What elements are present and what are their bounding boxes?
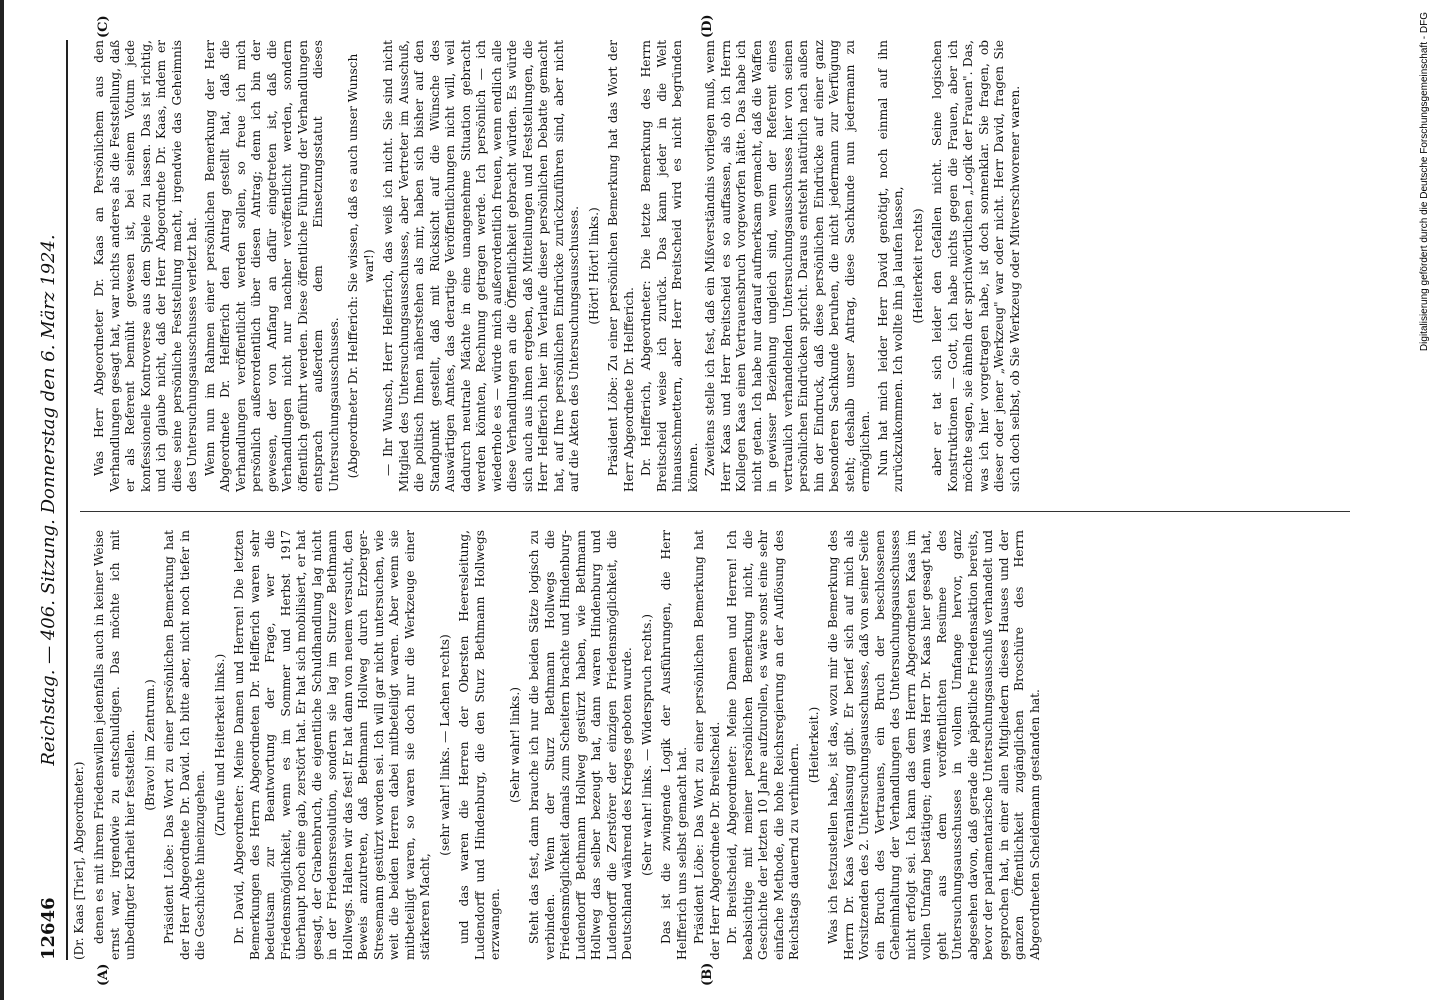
right-interjection: (Hört! Hört! links.) <box>586 207 601 325</box>
right-paragraph: aber er tat sich leider den Gefallen nicht. Seine logischen Konstruktionen — Gott, ich habe nichts gegen die Frauen, aber ich möchte sagen, sie ähneln der sprichwörtlichen „Logik der Frauen". Das, was ich hier vorgetragen habe, ist doch sonnenklar. Sie fragen, ob dieser oder jener „Werkzeug" war oder nicht. Herr David, fragen Sie sich doch selbst, ob Sie Werkzeug oder Mitverschworener waren. <box>930 40 1022 492</box>
margin-mark-d: (D) <box>700 14 715 38</box>
left-interjection: (sehr wahr! links. — Lachen rechts) <box>437 634 452 856</box>
margin-mark-c: (C) <box>96 15 111 38</box>
left-paragraph: denen es mit ihrem Friedenswillen jedenfalls auch in keiner Weise ernst war, irgendwie zu entschuldigen. Das möchte ich mit unbedingter Klarheit hier feststellen. <box>92 530 137 960</box>
left-paragraph: Präsident Löbe: Das Wort zu einer persönlichen Bemerkung hat der Herr Abgeordnete Dr. Breitscheid. <box>692 530 722 960</box>
funding-note-text: Digitalisierung gefördert durch die Deutsche Forschungsgemeinschaft - DFG <box>1419 12 1430 352</box>
running-head: Reichstag. — 406. Sitzung. Donnerstag den 6. März 1924. <box>38 234 59 766</box>
funding-note <box>1418 12 1432 982</box>
page-header <box>36 40 68 960</box>
right-paragraph: Nun hat mich leider Herr David genötigt, noch einmal auf ihn zurückzukommen. Ich wollte ihn ja laufen lassen, <box>875 40 905 492</box>
left-paragraph: Dr. David, Abgeordneter: Meine Damen und Herren! Die letzten Bemerkungen des Herrn Abgeordneten Dr. Helfferich waren sehr bedeutsam zur Beantwortung der Frage, wer die Friedensmöglichkeit, wenn es im Sommer und Herbst 1917 überhaupt noch eine gab, zerstört hat. Er hat sich mobilisiert, er hat gesagt, der Grabenbruch, die eigentliche Schuldhandlung lag nicht in der Friedensresolution, sondern sie lag im Sturze Bethmann Hollwegs. Halten wir das fest! Er hat dann von neuem versucht, den Beweis anzutreten, daß Bethmann Hollweg durch Erzberger-Stresemann gestürzt worden sei. Ich will gar nicht untersuchen, wie weit die beiden Herren dabei mitbeteiligt waren. Aber wenn sie mitbeteiligt waren, so waren sie doch nur die Werkzeuge einer stärkeren Macht, <box>232 530 432 960</box>
left-paragraph: Das ist die zwingende Logik der Ausführungen, die Herr Helfferich uns selbst gemacht hat. <box>659 530 689 960</box>
left-interjection: (Sehr wahr! links. — Widerspruch rechts.) <box>639 614 654 876</box>
right-paragraph: — Ihr Wunsch, Herr Helfferich, das weiß ich nicht. Sie sind nicht Mitglied des Untersuchungsausschusses, aber Vertreter im Ausschuß, die politisch Ihnen näherstehen als mir, haben sich bisher auf den Standpunkt gestellt, daß mit Rücksicht auf die Wünsche des Auswärtigen Amtes, das derartige Veröffentlichungen nicht will, weil dadurch neutrale Mächte in eine unangenehme Situation gebracht werden könnten, Rechnung getragen werde. Ich persönlich — ich wiederhole es — würde mich außerordentlich freuen, wenn endlich alle diese Verhandlungen an die Öffentlichkeit gebracht würden. Es würde sich auch aus ihnen ergeben, daß Mitteilungen und Feststellungen, die Herr Helfferich hier im Verlaufe dieser persönlichen Debatte gemacht hat, auf Ihre persönlichen Eindrücke zurückzuführen sind, aber nicht auf die Akten des Untersuchungsausschusses. <box>381 40 581 492</box>
right-column <box>92 40 1342 492</box>
right-paragraph: Dr. Helfferich, Abgeordneter: Die letzte Bemerkung des Herrn Breitscheid weise ich zurück. Das kann jeder in die Welt hinausschmettern, aber Herr Breitscheid wird es nicht begründen können. <box>639 40 700 492</box>
column-divider <box>80 511 1350 512</box>
right-paragraph: Was Herr Abgeordneter Dr. Kaas an Persönlichem aus den Verhandlungen gesagt hat, war nichts anderes als die Feststellung, daß er als Referent bemüht gewesen ist, bei seinem Votum jede konfessionelle Kontroverse aus dem Spiele zu lassen. Das ist richtig, und ich glaube nicht, daß der Herr Abgeordnete Dr. Kaas, indem er diese seine persönliche Feststellung macht, irgendwie das Geheimnis des Untersuchungsausschusses verletzt hat. <box>92 40 199 492</box>
right-interjection: (Heiterkeit rechts) <box>910 208 925 324</box>
left-column <box>92 530 1042 960</box>
page-number: 12646 <box>38 897 59 960</box>
speaker-tag: (Dr. Kaas [Trier], Abgeordneter.) <box>72 761 86 960</box>
left-interjection: (Sehr wahr! links.) <box>507 687 522 803</box>
left-paragraph: und das waren die Herren der Obersten Heeresleitung, Ludendorff und Hindenburg, die den Sturz Bethmann Hollwegs erzwangen. <box>457 530 502 960</box>
right-paragraph: Wenn nun im Rahmen einer persönlichen Bemerkung der Herr Abgeordnete Dr. Helfferich den Antrag gestellt hat, daß die Verhandlungen veröffentlicht werden sollen, so freue ich mich persönlich außerordentlich über diesen Antrag; denn ich bin der gewesen, der von Anfang an dafür eingetreten ist, daß die Verhandlungen nicht nur nachher veröffentlicht werden, sondern öffentlich geführt werden. Diese öffentliche Führung der Verhandlungen entsprach außerdem dem Einsetzungsstatut dieses Untersuchungsausschusses. <box>202 40 341 492</box>
left-paragraph: Steht das fest, dann brauche ich nur die beiden Sätze logisch zu verbinden. Wenn der Sturz Bethmann Hollwegs die Friedensmöglichkeit damals zum Scheitern brachte und Hindenburg-Ludendorff Bethmann Hollweg gestürzt haben, wie Bethmann Hollweg das selber bezeugt hat, dann waren Hindenburg und Ludendorff die Zerstörer der einzigen Friedensmöglichkeit, die Deutschland während des Krieges geboten wurde. <box>527 530 634 960</box>
left-paragraph: Was ich festzustellen habe, ist das, wozu mir die Bemerkung des Herrn Dr. Kaas Veranlassung gibt. Er berief sich auf mich als Vorsitzenden des 2. Untersuchungsausschusses, daß von seiner Seite ein Bruch des Vertrauens, ein Bruch der beschlossenen Geheimhaltung der Verhandlungen des Untersuchungsausschusses nicht erfolgt sei. Ich kann das dem Herrn Abgeordneten Kaas im vollen Umfang bestätigen; denn was Herr Dr. Kaas hier gesagt hat, geht aus dem veröffentlichten Resümee des Untersuchungsausschusses in vollem Umfange hervor, ganz abgesehen davon, daß gerade die päpstliche Friedensaktion bereits, bevor der parlamentarische Untersuchungsausschuß verhandelt und gesprochen hat, in einer allen Mitgliedern dieses Hauses und der ganzen Öffentlichkeit zugänglichen Broschüre des Herrn Abgeordneten Scheidemann gestanden hat. <box>826 530 1042 960</box>
right-interjection: (Abgeordneter Dr. Helfferich: Sie wissen, daß es auch unser Wunsch war!) <box>346 53 376 479</box>
right-paragraph: Präsident Löbe: Zu einer persönlichen Bemerkung hat das Wort der Herr Abgeordnete Dr. Helfferich. <box>606 40 636 492</box>
right-paragraph: Zweitens stelle ich fest, daß ein Mißverständnis vorliegen muß, wenn Herr Kaas und Herr Breitscheid es so auffassen, als ob ich Herrn Kollegen Kaas einen Vertrauensbruch vorgeworfen hätte. Das habe ich nicht getan. Ich habe nur darauf aufmerksam gemacht, daß die Waffen in gewisser Beziehung ungleich sind, wenn der Referent eines vertraulich verhandelnden Untersuchungsausschusses hier von seinen persönlichen Eindrücken spricht. Daraus entsteht natürlich nach außen hin der Eindruck, daß diese persönlichen Eindrücke auf einer ganz besonderen Sachkunde beruhen, die nicht jedermann zur Verfügung steht; deshalb unser Antrag, diese Sachkunde nun jedermann zu ermöglichen. <box>703 40 872 492</box>
left-interjection: (Bravo! im Zentrum.) <box>142 679 157 811</box>
left-paragraph: Präsident Löbe: Das Wort zu einer persönlichen Bemerkung hat der Herr Abgeordnete Dr. David. Ich bitte aber, nicht noch tiefer in die Geschichte hineinzugehen. <box>162 530 207 960</box>
margin-mark-a: (A) <box>96 963 111 986</box>
left-interjection: (Heiterkeit.) <box>806 706 821 784</box>
margin-mark-b: (B) <box>700 962 715 986</box>
left-paragraph: Dr. Breitscheid, Abgeordneter: Meine Damen und Herren! Ich beabsichtige mit meiner persönlichen Bemerkung nicht, die Geschichte der letzten 10 Jahre aufzurollen, es wäre sonst eine sehr einfache Methode, die hohe Reichsregierung an der Auflösung des Reichstags dauernd zu verhindern. <box>725 530 801 960</box>
left-interjection: (Zurufe und Heiterkeit links.) <box>212 653 227 837</box>
